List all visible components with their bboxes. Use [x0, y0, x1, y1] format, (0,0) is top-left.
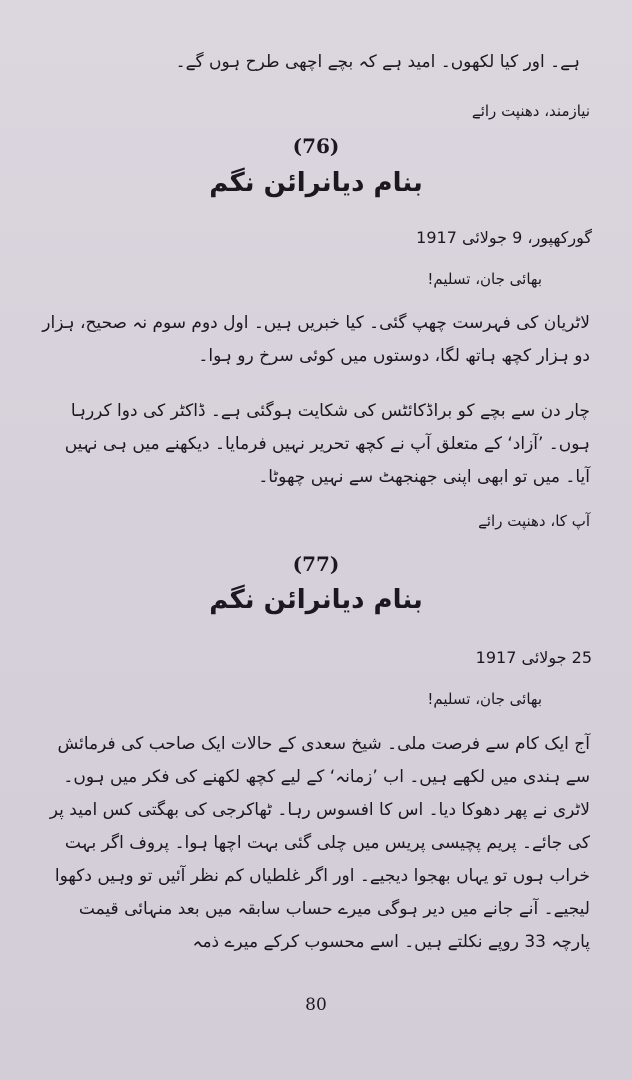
place-date-line: گورکھپور، 9 جولائی 1917 — [416, 228, 592, 247]
date-line: 25 جولائی 1917 — [475, 648, 592, 667]
signature-line: آپ کا، دھنپت رائے — [478, 512, 590, 530]
salutation: بھائی جان، تسلیم! — [427, 270, 542, 288]
letter-heading: بنام دیانرائن نگم — [209, 585, 423, 615]
letter-number: (77) — [292, 552, 340, 576]
top-continuation-line: ہے۔ اور کیا لکھوں۔ امید ہے کہ بچے اچھی طرح ہوں گے۔ — [175, 52, 580, 72]
letter-heading: بنام دیانرائن نگم — [209, 168, 423, 198]
signature-line: نیازمند، دھنپت رائے — [471, 102, 590, 120]
salutation: بھائی جان، تسلیم! — [427, 690, 542, 708]
page-number: 80 — [305, 995, 327, 1015]
letter-number: (76) — [292, 134, 340, 158]
letter-paragraph: چار دن سے بچے کو براڈکائٹس کی شکایت ہوگئی ہے۔ ڈاکٹر کی دوا کررہا ہوں۔ ’آزاد‘ کے متعلق آپ نے کچھ تحریر نہیں فرمایا۔ دیکھنے میں ہی نہیں آیا۔ میں تو ابھی اپنی جھنجھٹ سے نہیں چھوٹا۔ — [64, 401, 590, 487]
letter-paragraph: لاٹریان کی فہرست چھپ گئی۔ کیا خبریں ہیں۔ اول دوم سوم نہ صحیح، ہزار دو ہزار کچھ ہاتھ لگا، دوستوں میں کوئی سرخ رو ہوا۔ — [42, 313, 590, 366]
letter-paragraph: آج ایک کام سے فرصت ملی۔ شیخ سعدی کے حالات ایک صاحب کی فرمائش سے ہندی میں لکھے ہیں۔ اب ’زمانہ‘ کے لیے کچھ لکھنے کی فکر میں ہوں۔ لاٹری نے پھر دھوکا دیا۔ اس کا افسوس رہا۔ ٹھاکرجی کی بھگتی کس امید پر کی جائے۔ پریم پچیسی پریس میں چلی گئی بہت اچھا ہوا۔ پروف اگر بہت خراب ہوں تو یہاں بھجوا دیجیے۔ اور اگر غلطیاں کم نظر آئیں تو وہیں دکھوا لیجیے۔ آنے جانے میں دیر ہوگی میرے حساب سابقہ میں بعد منہائی قیمت پارچہ 33 روپے نکلتے ہیں۔ اسے محسوب کرکے میرے ذمہ — [49, 734, 590, 952]
